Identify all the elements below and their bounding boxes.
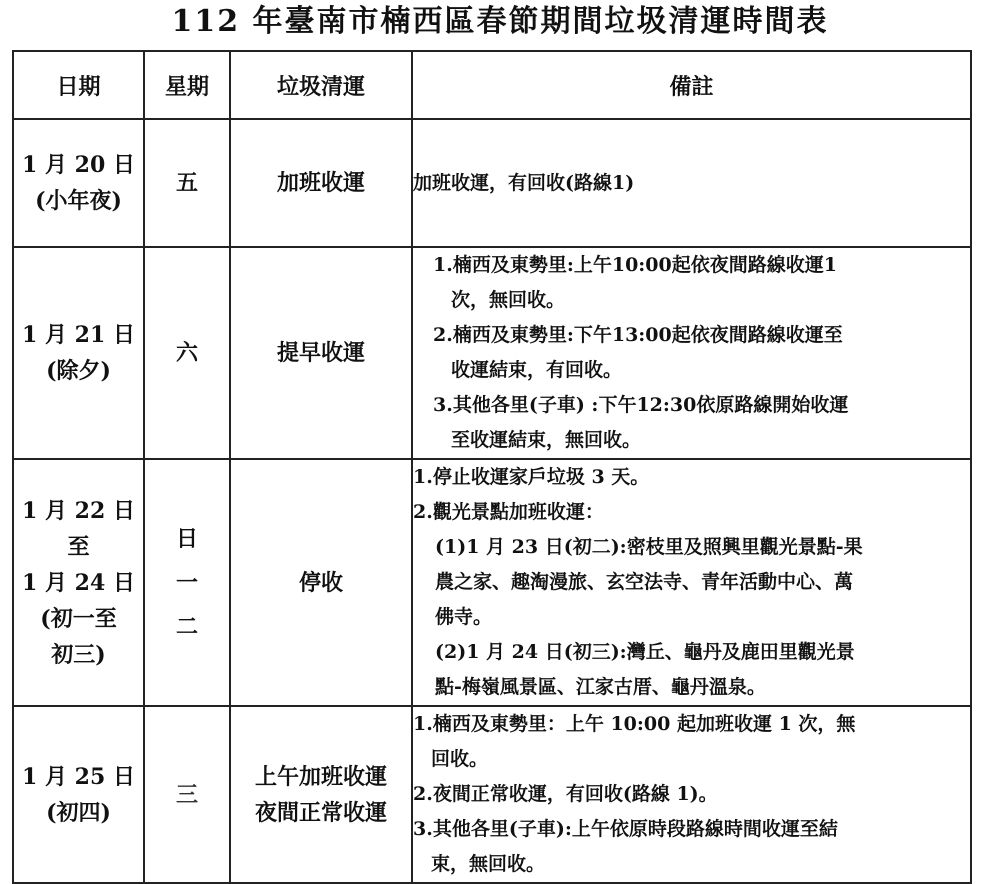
note-line: 加班收運，有回收(路線1)	[413, 171, 635, 194]
table-row	[13, 119, 971, 247]
note-line: 點-梅嶺風景區、江家古厝、龜丹溫泉。	[435, 676, 766, 698]
header-collection: 垃圾清運	[230, 51, 412, 119]
note-line: 1.楠西及東勢里：上午 10:00 起加班收運 1 次，無	[413, 713, 856, 735]
table-row	[13, 706, 971, 883]
date-cell	[13, 706, 144, 883]
note-line: 至收運結束，無回收。	[451, 429, 642, 451]
date-cell	[13, 459, 144, 706]
note-line: 2.楠西及東勢里:下午13:00起依夜間路線收運至	[433, 324, 843, 346]
date-note: (初一至	[40, 605, 117, 632]
page-title: 112 年臺南市楠西區春節期間垃圾清運時間表	[171, 4, 829, 39]
note-line: 束，無回收。	[431, 853, 546, 875]
collection-cell: 加班收運	[230, 119, 412, 247]
note-line: 收運結束，有回收。	[451, 359, 623, 381]
date-text: 1 月 24 日	[22, 569, 135, 596]
weekday-cell: 六	[144, 247, 230, 459]
weekday-cell	[144, 459, 230, 706]
date-cell	[13, 119, 144, 247]
collection-cell: 停收	[230, 459, 412, 706]
collection-text: 上午加班收運	[254, 763, 387, 790]
weekday-cell: 五	[144, 119, 230, 247]
date-cell	[13, 247, 144, 459]
notes-cell	[412, 706, 971, 883]
weekday-text: 一	[175, 569, 198, 596]
table-row	[13, 247, 971, 459]
date-text: 1 月 20 日	[22, 152, 135, 178]
note-line: 2.觀光景點加班收運：	[413, 501, 604, 523]
header-notes: 備註	[412, 51, 971, 119]
note-line: 3.其他各里(子車) :下午12:30依原路線開始收運	[433, 394, 849, 416]
notes-cell	[412, 247, 971, 459]
weekday-text: 日	[175, 525, 198, 552]
note-line: (2)1 月 24 日(初三):灣丘、龜丹及鹿田里觀光景	[435, 641, 855, 663]
date-text: 1 月 25 日	[22, 763, 135, 790]
header-date: 日期	[13, 51, 144, 119]
date-note: (除夕)	[46, 358, 111, 384]
note-line: 回收。	[431, 748, 489, 770]
header-weekday: 星期	[144, 51, 230, 119]
note-line: 佛寺。	[435, 606, 493, 628]
table-row	[13, 459, 971, 706]
collection-text: 夜間正常收運	[254, 799, 387, 826]
date-note: (小年夜)	[35, 188, 122, 214]
note-line: 1.楠西及東勢里:上午10:00起依夜間路線收運1	[433, 254, 837, 276]
date-text: 1 月 21 日	[22, 322, 135, 348]
schedule-table	[12, 50, 972, 884]
note-line: 農之家、趣淘漫旅、玄空法寺、青年活動中心、萬	[435, 571, 854, 593]
header-row	[13, 51, 971, 119]
note-line: 次，無回收。	[451, 289, 566, 311]
weekday-text: 二	[175, 613, 198, 640]
date-note: 初三)	[51, 641, 106, 668]
notes-cell	[412, 119, 971, 247]
notes-cell	[412, 459, 971, 706]
date-text: 1 月 22 日	[22, 497, 135, 524]
note-line: 3.其他各里(子車):上午依原時段路線時間收運至結	[413, 818, 838, 840]
weekday-cell: 三	[144, 706, 230, 883]
collection-cell: 提早收運	[230, 247, 412, 459]
collection-cell	[230, 706, 412, 883]
note-line: 1.停止收運家戶垃圾 3 天。	[413, 466, 650, 488]
note-line: (1)1 月 23 日(初二):密枝里及照興里觀光景點-果	[435, 536, 863, 558]
date-note: 至	[67, 533, 90, 560]
note-line: 2.夜間正常收運，有回收(路線 1)。	[413, 783, 718, 805]
date-note: (初四)	[46, 799, 111, 826]
